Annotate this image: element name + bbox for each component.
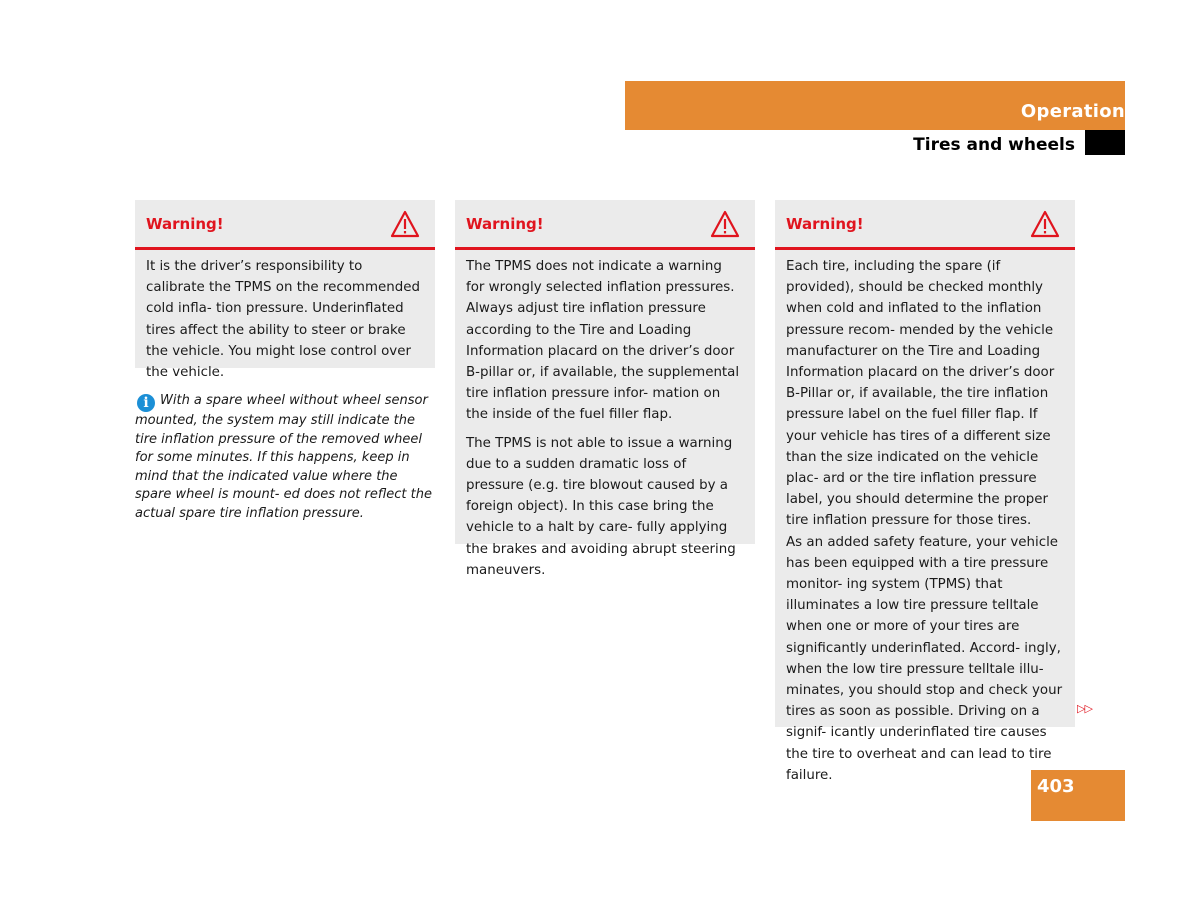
warning-title: Warning!	[466, 215, 544, 233]
warning-title: Warning!	[786, 215, 864, 233]
continued-arrows-icon: ▷▷	[1077, 702, 1092, 715]
warning-header	[455, 200, 755, 250]
warning-text	[775, 250, 1075, 794]
warning-box-monthly-check	[775, 200, 1075, 783]
info-icon: i	[137, 394, 155, 412]
warning-title: Warning!	[146, 215, 224, 233]
warning-paragraph: It is the driver’s responsibility to calibrate the TPMS on the recommended cold infla- tion pressure. Underinflated tires affect the ability to steer or brake the vehicle. You might lose control over the vehicle.	[146, 259, 420, 381]
warning-text	[455, 250, 755, 589]
page-number: 403	[1037, 776, 1075, 797]
section-title: Operation	[1020, 101, 1125, 122]
warning-triangle-icon	[1030, 210, 1060, 238]
warning-paragraph: As an added safety feature, your vehicle has been equipped with a tire pressure monitor- ing system (TPMS) that illuminates a low tire pressure telltale when one or more of your tires are significantly underinflated. Accord- ingly, when the low tire pressure telltale illu- minates, you should stop and check your tires as soon as possible. Driving on a signif- icantly underinflated tire causes the tire to overheat and can lead to tire failure.	[786, 534, 1063, 783]
warning-header	[775, 200, 1075, 250]
page-number-box	[1031, 770, 1125, 821]
warning-triangle-icon	[390, 210, 420, 238]
warning-box-tpms-limits	[455, 200, 755, 578]
warning-header	[135, 200, 435, 250]
warning-paragraph: The TPMS is not able to issue a warning due to a sudden dramatic loss of pressure (e.g. tire blowout caused by a foreign object). In this case bring the vehicle to a halt by care- fully applying the brakes and avoiding abrupt steering maneuvers.	[466, 435, 736, 578]
info-note-text: With a spare wheel without wheel sensor mounted, the system may still indicate the tire inflation pressure of the removed wheel for some minutes. If this happens, keep in mind that the indicated value where the spare wheel is mount- ed does not reflect the actual spare tire inflation pressure.	[135, 393, 432, 521]
warning-triangle-icon	[710, 210, 740, 238]
subsection-title: Tires and wheels	[913, 135, 1075, 155]
thumb-tab-marker	[1085, 130, 1125, 155]
info-note	[135, 392, 437, 524]
warning-paragraph: Each tire, including the spare (if provided), should be checked monthly when cold and inflated to the inflation pressure recom- mended by the vehicle manufacturer on the Tire and Loading Information placard on the driver’s door B-Pillar or, if available, the tire inflation pressure label on the fuel filler flap. If your vehicle has tires of a different size than the size indicated on the vehicle plac- ard or the tire inflation pressure label, you should determine the proper tire inflation pressure for those tires.	[786, 259, 1055, 529]
warning-box-calibration	[135, 200, 435, 381]
warning-paragraph: The TPMS does not indicate a warning for wrongly selected inflation pressures. Always adjust tire inflation pressure according to the Tire and Loading Information placard on the driver’s door B-pillar or, if available, the supplemental tire inflation pressure infor- mation on the inside of the fuel filler flap.	[466, 259, 740, 423]
warning-text	[135, 250, 435, 391]
